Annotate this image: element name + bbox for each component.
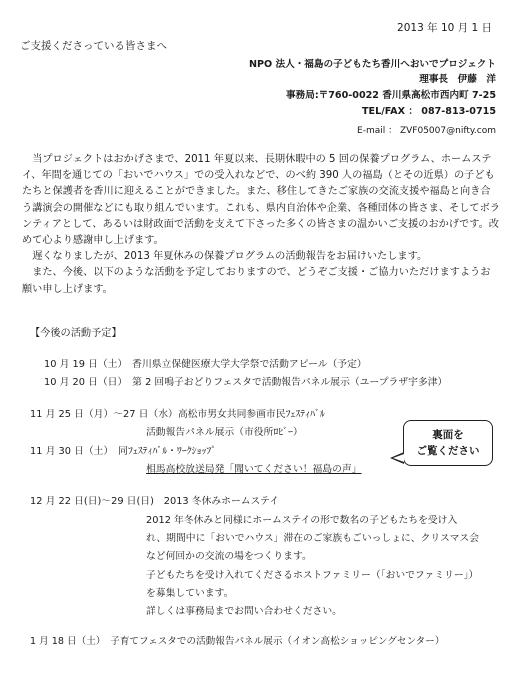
note-callout-pointer-fill [393,454,404,462]
schedule-item-4: 11 月 30 日（土） 同ﾌｪｽﾃｨﾊﾞﾙ・ﾜｰｸｼｮｯﾌﾟ [30,446,217,457]
body-paragraph-3: また、今後、以下のような活動を予定しておりますので、どうぞご支援・ご協力いただけますようお願い申し上げます。 [22,267,491,295]
schedule-item-3-detail: 活動報告パネル展示（市役所ﾛﾋﾞｰ） [146,427,303,438]
schedule-item-1: 10 月 19 日（土） 香川県立保健医療大学大学祭で活動アピール（予定） [44,359,367,370]
sender-rep: 理事長 伊藤 洋 [419,74,496,85]
schedule-item-6: 1 月 18 日（土） 子育てフェスタでの活動報告パネル展示（イオン高松ショッピングセンター） [30,636,445,647]
sender-office: 事務局:〒760-0022 香川県高松市西内町 7-25 [286,90,496,101]
schedule-item-5-line-1: 2012 年冬休みと同様にホームステイの形で数名の子どもたちを受け入 [146,515,458,526]
schedule-item-5-line-3: など何回かの交流の場をつくります。 [146,551,312,562]
sender-email: E-mail ： ZVF05007@nifty.com [357,126,496,136]
body-paragraph-2: 遅くなりましたが、2013 年夏休みの保養プログラムの活動報告をお届けいたします。 [32,251,428,263]
greeting: ご支援くださっている皆さまへ [20,40,167,52]
schedule-item-5-line-2: れ、期間中に「おいでハウス」滞在のご家族もごいっしょに、クリスマス会 [146,533,479,544]
note-line-1: 裏面を [432,429,464,441]
schedule-item-5-line-5: を募集しています。 [146,588,234,599]
note-line-2: ご覧ください [416,445,480,457]
schedule-item-5-line-6: 詳しくは事務局までお問い合わせください。 [146,606,342,617]
letter-date: 2013 年 10 月 1 日 [397,22,492,34]
schedule-item-5-line-4: 子どもたちを受け入れてくださるホストファミリー（「おいでファミリー」） [146,570,479,581]
schedule-item-4-detail: 相馬高校放送局発「聞いてください！福島の声」 [146,464,362,475]
schedule-item-5: 12 月 22 日(日)～29 日(日) 2013 冬休みホームステイ [30,496,280,507]
see-reverse-note [403,420,493,466]
schedule-item-2: 10 月 20 日（日） 第 2 回鳴子おどりフェスタで活動報告パネル展示（ユープラザ宇多津） [44,377,448,388]
letter-body [22,152,500,298]
sender-org: NPO 法人・福島の子どもたち香川へおいでプロジェクト [248,59,496,70]
schedule-title: 【今後の活動予定】 [30,328,122,339]
body-paragraph-1: 当プロジェクトはおかげさまで、2011 年夏以来、長期休暇中の 5 回の保養プログラム、ホームステイ、年間を通じての「おいでハウス」での受入れなどで、のべ約 390 人の福島（とその近県）の子どもたちと保護者を香川に迎えることができました。また、移住してきたご家族の交流支援や福島と向き合う講演会の開催などにも取り組んでいます。これも、県内自治体や企業、各種団体の皆さま、そしてボランティアとして、あるいは財政面で活動を支えて下さった多くの皆さまの温かいご支援のおかげです。改めて心より感謝申し上げます。 [22,154,500,247]
schedule-item-3: 11 月 25 日（月）～27 日（水）高松市男女共同参画市民ﾌｪｽﾃｨﾊﾞﾙ [30,409,325,420]
sender-tel: TEL/FAX ： 087-813-0715 [362,106,496,117]
